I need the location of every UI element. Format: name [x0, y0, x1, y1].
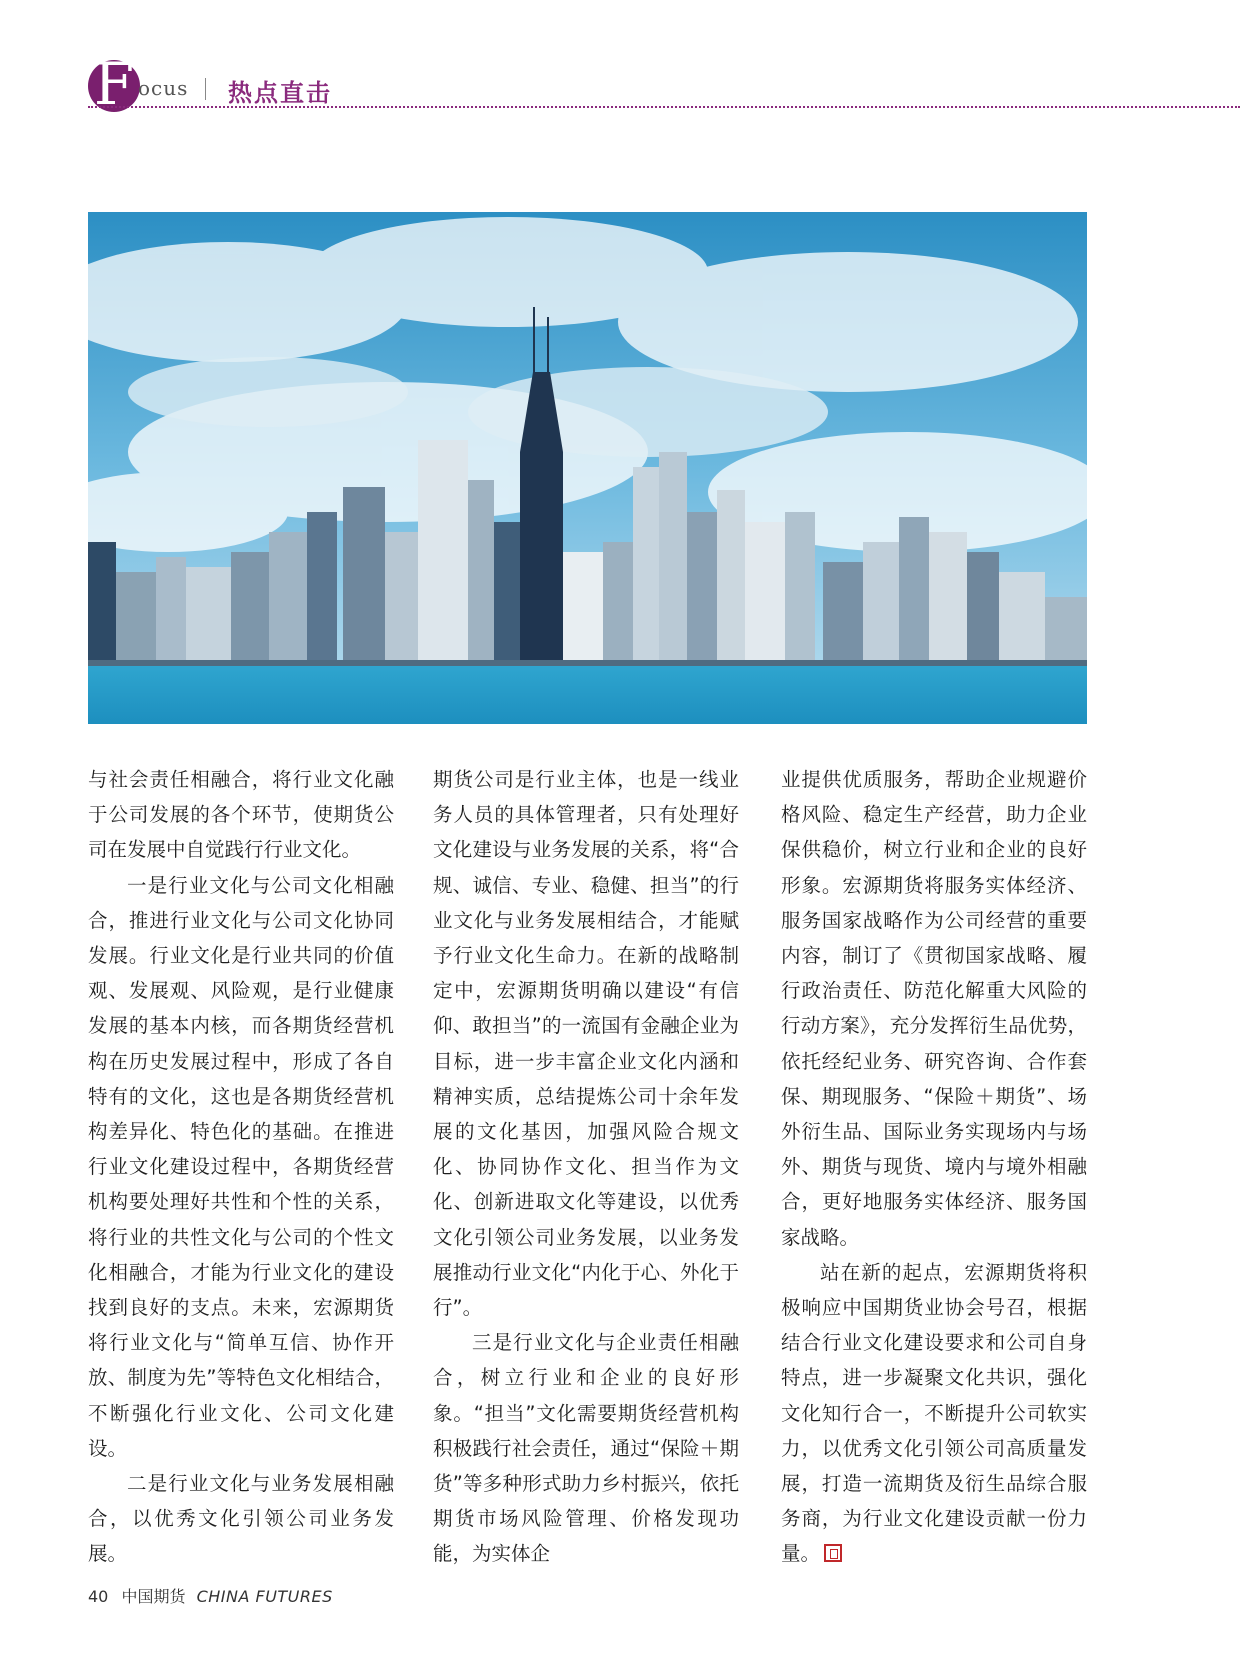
paragraph: 二是行业文化与业务发展相融合，以优秀文化引领公司业务发展。	[88, 1472, 394, 1566]
paragraph	[781, 1255, 1087, 1572]
paragraph: 业提供优质服务，帮助企业规避价格风险、稳定生产经营，助力企业保供稳价，树立行业和企业的良好形象。宏源期货将服务实体经济、服务国家战略作为公司经营的重要内容，制订了《贯彻国家战略、履行政治责任、防范化解重大风险的行动方案》，充分发挥衍生品优势，依托经纪业务、研究咨询、合作套保、期现服务、“保险＋期货”、场外衍生品、国际业务实现场内与场外、期货与现货、境内与境外相融合，更好地服务实体经济、服务国家战略。	[781, 768, 1087, 1249]
magazine-name-en: CHINA FUTURES	[196, 1587, 333, 1606]
header-divider	[205, 78, 206, 100]
section-title: 热点直击	[228, 79, 332, 107]
page-footer	[88, 1584, 333, 1607]
article-column-3	[781, 762, 1087, 1566]
magazine-name-cn: 中国期货	[121, 1587, 186, 1606]
skyline-illustration	[88, 212, 1087, 724]
article-column-2	[433, 762, 739, 1566]
focus-logo-letter: F	[93, 50, 135, 118]
paragraph: 期货公司是行业主体，也是一线业务人员的具体管理者，只有处理好文化建设与业务发展的关系，将“合规、诚信、专业、稳健、担当”的行业文化与业务发展相结合，才能赋予行业文化生命力。在新的战略制定中，宏源期货明确以建设“有信仰、敢担当”的一流国有金融企业为目标，进一步丰富企业文化内涵和精神实质，总结提炼公司十余年发展的文化基因，加强风险合规文化、协同协作文化、担当作为文化、创新进取文化等建设，以优秀文化引领公司业务发展，以业务发展推动行业文化“内化于心、外化于行”。	[433, 768, 739, 1320]
page-header	[0, 0, 1240, 118]
paragraph: 三是行业文化与企业责任相融合，树立行业和企业的良好形象。“担当”文化需要期货经营机构积极践行社会责任，通过“保险＋期货”等多种形式助力乡村振兴，依托期货市场风险管理、价格发现功能，为实体企	[433, 1331, 739, 1566]
header-dotted-rule	[88, 106, 1240, 108]
page-number: 40	[88, 1587, 109, 1606]
city-skyline-photo	[88, 212, 1087, 724]
paragraph: 一是行业文化与公司文化相融合，推进行业文化与公司文化协同发展。行业文化是行业共同的价值观、发展观、风险观，是行业健康发展的基本内核，而各期货经营机构在历史发展过程中，形成了各自特有的文化，这也是各期货经营机构差异化、特色化的基础。在推进行业文化建设过程中，各期货经营机构要处理好共性和个性的关系，将行业的共性文化与公司的个性文化相融合，才能为行业文化的建设找到良好的支点。未来，宏源期货将行业文化与“简单互信、协作开放、制度为先”等特色文化相结合，不断强化行业文化、公司文化建设。	[88, 873, 394, 1460]
end-of-article-icon	[824, 1544, 842, 1562]
focus-logo-text: ocus	[138, 76, 189, 100]
paragraph: 与社会责任相融合，将行业文化融于公司发展的各个环节，使期货公司在发展中自觉践行行业文化。	[88, 768, 394, 862]
paragraph-text: 站在新的起点，宏源期货将积极响应中国期货业协会号召，根据结合行业文化建设要求和公司自身特点，进一步凝聚文化共识，强化文化知行合一，不断提升公司软实力，以优秀文化引领公司高质量发展，打造一流期货及衍生品综合服务商，为行业文化建设贡献一份力量。	[781, 1260, 1087, 1566]
article-column-1	[88, 762, 394, 1566]
